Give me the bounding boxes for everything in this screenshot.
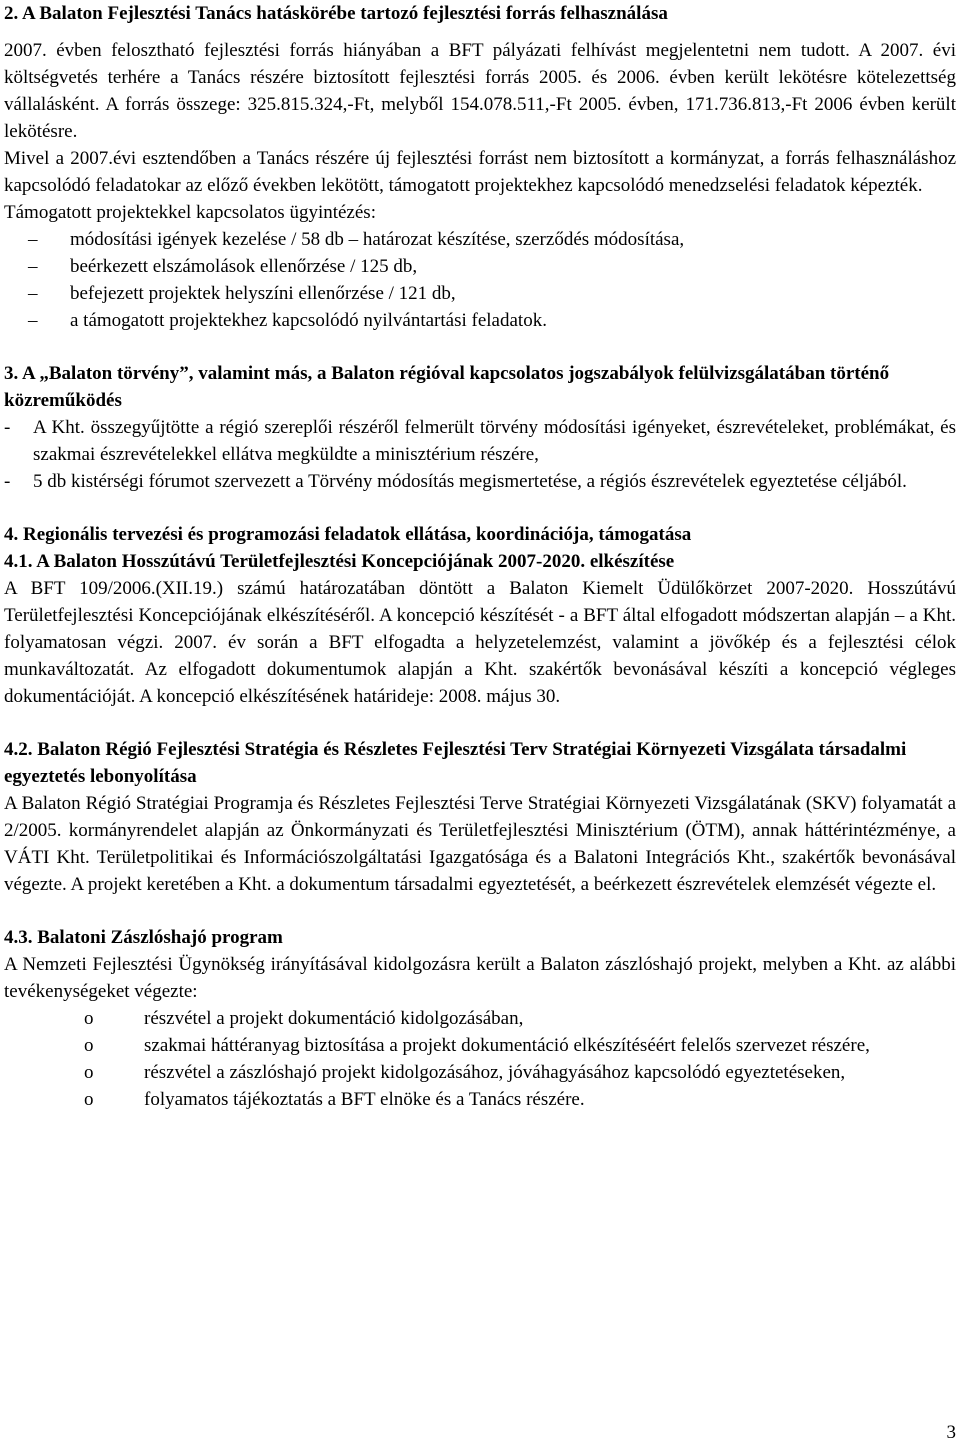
section-4-3-heading: 4.3. Balatoni Zászlóshajó program [4,927,283,948]
list-item: – befejezett projektek helyszíni ellenőrzése / 121 db, [4,280,956,307]
section-4-1-heading: 4.1. A Balaton Hosszútávú Területfejlesztési Koncepciójának 2007-2020. elkészítése [4,551,675,572]
list-item: o részvétel a zászlóshajó projekt kidolgozásához, jóváhagyásához kapcsolódó egyeztetéseken, [4,1059,956,1086]
hyphen-bullet: - [4,471,11,492]
section-2-paragraph-1: 2007. évben felosztható fejlesztési forrás hiányában a BFT pályázati felhívást megjelentetni nem tudott. A 2007. évi költségvetés terhére a Tanács részére biztosított fejlesztési forrás 2005. és 2006. évben került lekötésre kötelezettség vállalásként. A forrás összege: 325.815.324,-Ft, melyből 154.078.511,-Ft 2005. évben, 171.736.813,-Ft 2006 évben került lekötésre. [4,40,956,142]
list-item: – módosítási igények kezelése / 58 db – határozat készítése, szerződés módosítása, [4,226,956,253]
case-handling-list [4,226,956,334]
section-4-2-paragraph: A Balaton Régió Stratégiai Programja és Részletes Fejlesztési Terve Stratégiai Környezeti Vizsgálatának (SKV) folyamatát a 2/2005. kormányrendelet alapján az Önkormányzati és Területfejlesztési Minisztérium (ÖTM), annak háttérintézménye, a VÁTI Kht. Területpolitikai és Információszolgáltatási Igazgatósága és a Balatoni Integrációs Kht., szakértők bevonásával végezte. A projekt keretében a Kht. a dokumentum társadalmi egyeztetését, a beérkezett észrevételek elemzését végezte el. [4,793,956,895]
section-2-paragraph-3: Támogatott projektekkel kapcsolatos ügyintézés: [4,202,376,223]
list-item: o részvétel a projekt dokumentáció kidolgozásában, [4,1005,956,1032]
page-number: 3 [946,1422,956,1443]
section-3-list [4,414,956,495]
flagship-activities-list [4,1005,956,1113]
list-item: o szakmai háttéranyag biztosítása a projekt dokumentáció elkészítéséért felelős szervezet részére, [4,1032,956,1059]
list-item: – beérkezett elszámolások ellenőrzése / 125 db, [4,253,956,280]
section-4-1-paragraph: A BFT 109/2006.(XII.19.) számú határozatában döntött a Balaton Kiemelt Üdülőkörzet 2007-2020. Hosszútávú Területfejlesztési Koncepciójának elkészítéséről. A koncepció készítését - a BFT által elfogadott módszertan alapján – a Kht. folyamatosan végzi. 2007. év során a BFT elfogadta a helyzetelemzést, valamint a jövőkép és a fejlesztési célok munkaváltozatát. Az elfogadott dokumentumok alapján a Kht. szakértők bevonásával készíti a koncepció végleges dokumentációját. A koncepció elkészítésének határideje: 2008. május 30. [4,578,956,707]
section-2-paragraph-2: Mivel a 2007.évi esztendőben a Tanács részére új fejlesztési forrást nem biztosított a kormányzat, a forrás felhasználáshoz kapcsolódó feladatokar az előző években lekötött, támogatott projektekhez kapcsolódó menedzselési feladatok képezték. [4,148,956,196]
section-4-heading: 4. Regionális tervezési és programozási feladatok ellátása, koordinációja, támogatása [4,524,692,545]
list-item: - 5 db kistérségi fórumot szervezett a Törvény módosítás megismertetése, a régiós észrevételek egyeztetése céljából. [4,468,956,495]
section-4-2-heading: 4.2. Balaton Régió Fejlesztési Stratégia és Részletes Fejlesztési Terv Stratégiai Környezeti Vizsgálata társadalmi egyeztetés lebonyolítása [4,739,907,787]
circle-bullet: o [84,1089,94,1110]
document-page [4,0,956,1113]
list-item: o folyamatos tájékoztatás a BFT elnöke és a Tanács részére. [4,1086,956,1113]
list-item: – a támogatott projektekhez kapcsolódó nyilvántartási feladatok. [4,307,956,334]
dash-bullet: – [28,256,38,277]
hyphen-bullet: - [4,417,11,438]
circle-bullet: o [84,1035,94,1056]
circle-bullet: o [84,1062,94,1083]
section-3-heading: 3. A „Balaton törvény”, valamint más, a Balaton régióval kapcsolatos jogszabályok felülvizsgálatában történő közreműködés [4,363,890,411]
list-item: - A Kht. összegyűjtötte a régió szereplői részéről felmerült törvény módosítási igényeket, észrevételeket, problémákat, és szakmai észrevételekkel ellátva megküldte a minisztérium részére, [4,414,956,468]
dash-bullet: – [28,310,38,331]
circle-bullet: o [84,1008,94,1029]
dash-bullet: – [28,229,38,250]
dash-bullet: – [28,283,38,304]
section-2-heading: 2. A Balaton Fejlesztési Tanács hatáskörébe tartozó fejlesztési forrás felhasználása [4,3,668,24]
section-4-3-paragraph: A Nemzeti Fejlesztési Ügynökség irányításával kidolgozásra került a Balaton zászlóshajó projekt, melyben a Kht. az alábbi tevékenységeket végezte: [4,954,956,1002]
